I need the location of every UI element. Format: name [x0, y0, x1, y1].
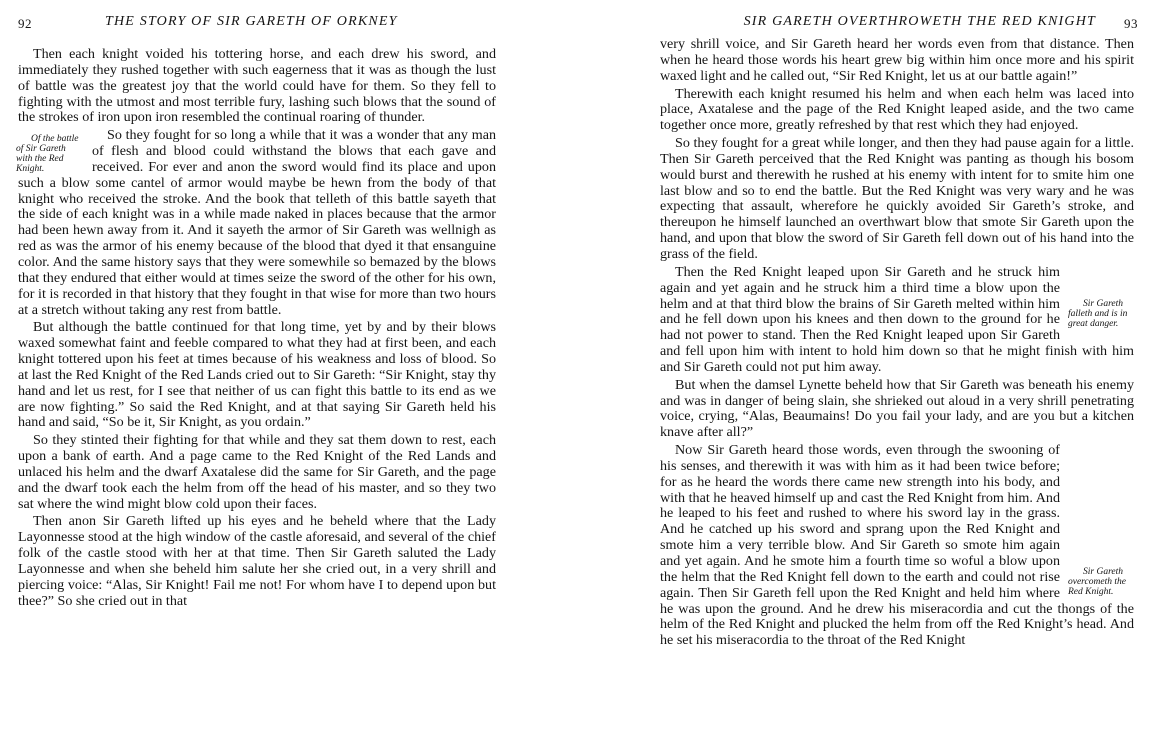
paragraph-continued: very shrill voice, and Sir Gareth heard her words even from that distance. Then when he heard those words his heart grew big within him once more and his spirit waxed light and he called out, “Sir Red Knight, let us at our battle again!”: [660, 36, 1134, 84]
paragraph-with-sidenote: [18, 128, 496, 318]
paragraph-text: So they fought for so long a while that it was a wonder that any man of flesh and blood could withstand the blows that each gave and received. For ever and anon the sword would find its place and upon such a blow some cantel of armor would maybe be hewn from the body of that knight who received the stroke. And the book that telleth of this battle sayeth that the side of each knight was in a while made naked in places because that the armor had been hewn away from it. And it sayeth the armor of Sir Gareth was wellnigh as red as was the armor of his enemy because of the blood that dyed it that ensanguine color. And the same history says that they were somewhile so bemazed by the blows that they endured that either would at times seize the sword of the other for his own, for it is recorded in that history that they fought in that wise for more than two hours at a stretch without taking any rest from battle.: [18, 127, 496, 318]
marginal-sidenote: Sir Gareth falleth and is in great danger.: [1068, 298, 1128, 329]
right-page: [596, 0, 1154, 732]
page-number: 93: [1124, 16, 1138, 31]
paragraph: But when the damsel Lynette beheld how that Sir Gareth was beneath his enemy and was in danger of being slain, she shrieked out aloud in a very shrill penetrating voice, crying, “Alas, Beaumains! Do you fail your lady, and are you but a kitchen knave after all?”: [660, 376, 1134, 441]
paragraph: Then anon Sir Gareth lifted up his eyes and he beheld where that the Lady Layonnesse stood at the high window of the castle aforesaid, and several of the chief folk of the castle stood with her at that time. Then Sir Gareth saluted the Lady Layonnesse and when she beheld him salute her she cried out, in a very shrill and piercing voice: “Alas, Sir Knight! Fail me not! For whom have I to depend upon but thee?” So she cried out in that: [18, 513, 496, 609]
paragraph: So they fought for a great while longer, and then they had pause again for a little. Then Sir Gareth perceived that the Red Knight was panting as though his bosom would burst and therewith he rushed at his enemy with intent for to smite him one last blow and so to end the battle. But the Red Knight was very wary and he was expecting that assault, wherefore he quickly avoided Sir Gareth’s stroke, and thereupon he himself launched an overthwart blow that smote Sir Gareth upon the hand, and upon that blow the sword of Sir Gareth fell down out of his hand into the grass of the field.: [660, 135, 1134, 262]
right-page-header: [596, 14, 1154, 36]
left-page-header: [0, 14, 560, 36]
paragraph: So they stinted their fighting for that while and they sat them down to rest, each upon a bank of earth. And a page came to the Red Knight of the Red Lands and unlaced his helm and the dwarf Axatalese did the same for Sir Gareth, and the page and the dwarf took each the helm from off the head of his master, and so they two sat where the wind might blow cold upon their faces.: [18, 432, 496, 512]
left-page: [0, 0, 560, 732]
marginal-sidenote: Sir Gareth overcometh the Red Knight.: [1068, 567, 1126, 598]
paragraph: Therewith each knight resumed his helm and when each helm was laced into place, Axatalese and the page of the Red Knight leaped aside, and the two came together once more, greatly refreshed by that rest which they had enjoyed.: [660, 85, 1134, 134]
right-page-body: [660, 37, 1134, 651]
paragraph-with-sidenote: [660, 443, 1134, 649]
page-number: 92: [18, 16, 32, 31]
paragraph-text: Now Sir Gareth heard those words, even through the swooning of his senses, and therewith it was with him as it had been twice before; for as he heard the words there came new strength into his body, and with that he heaved himself up and cast the Red Knight from him. And he leaped to his feet and rushed to where his sword lay in the grass. And he catched up his sword and sprang upon the Red Knight and smote him a very terrible blow. And Sir Gareth so smote him again and yet again. And he smote him a fourth time so woful a blow upon the helm that the Red Knight fell down to the earth and could not rise again. Then Sir Gareth fell upon the Red Knight and held him where he was upon the ground. And he drew his miseracordia and cut the thongs of the helm of the Red Knight and plucked the helm from off the Red Knight’s head. And he set his miseracordia to the throat of the Red Knight: [660, 442, 1134, 649]
left-page-body: [18, 47, 496, 612]
paragraph-with-sidenote: [660, 265, 1134, 376]
running-title: SIR GARETH OVERTHROWETH THE RED KNIGHT: [743, 14, 1096, 29]
running-title: THE STORY OF SIR GARETH OF ORKNEY: [105, 14, 398, 29]
paragraph: Then each knight voided his tottering horse, and each drew his sword, and immediately they rushed together with such eagerness that it was as though the lust of battle was the greatest joy that the world could have for them. So they fell to fighting with the utmost and most terrible fury, lashing such blows that the sound of the strokes of iron upon iron resembled the continual roaring of thunder.: [18, 46, 496, 126]
paragraph-text: Then the Red Knight leaped upon Sir Gareth and he struck him again and yet again and he struck him a third time a blow upon the helm and at that third blow the brains of Sir Gareth melted within him and he fell down upon his knees and then down to the ground for he had not power to stand. Then the Red Knight leaped upon Sir Gareth and fell upon him with intent to hold him down so that he might finish with him and Sir Gareth could not put him away.: [660, 263, 1134, 375]
paragraph: But although the battle continued for that long time, yet by and by their blows waxed somewhat faint and feeble compared to what they had at first been, and each knight tottered upon his feet at times because of his weakness and loss of blood. So at last the Red Knight of the Red Lands cried out to Sir Gareth: “Sir Knight, stay thy hand and let us rest, for I see that neither of us can fight this battle to its end as we are now fighting.” So said the Red Knight, and at that saying Sir Gareth held his hand and said, “So be it, Sir Knight, as you ordain.”: [18, 319, 496, 431]
marginal-sidenote: Of the battle of Sir Gareth with the Red Knight.: [16, 134, 79, 175]
